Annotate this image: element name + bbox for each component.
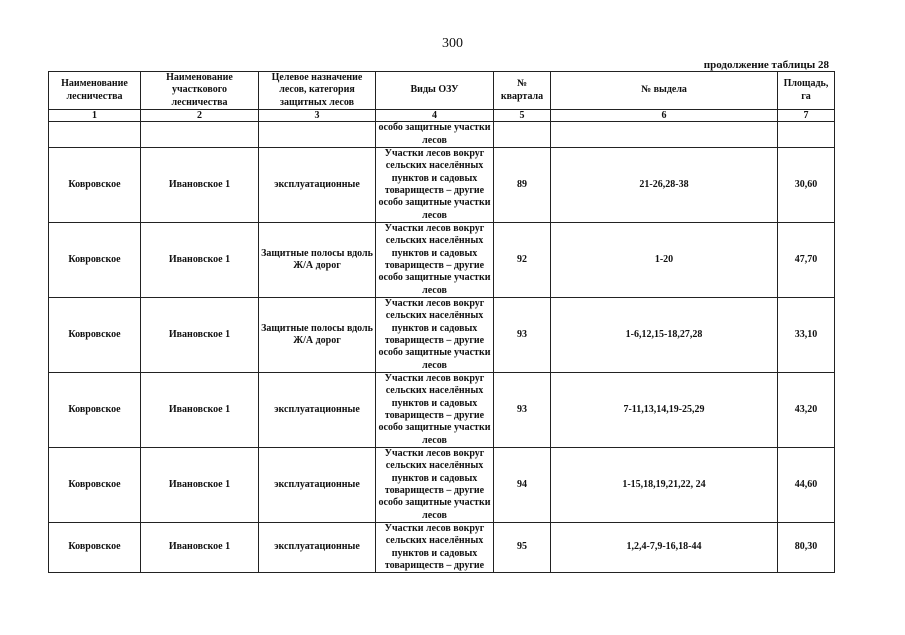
header-quarter: № квартала	[494, 72, 551, 110]
table-continuation-label: продолжение таблицы 28	[703, 59, 829, 71]
forest-table	[48, 71, 835, 573]
cell-area	[778, 122, 835, 148]
column-number: 3	[259, 110, 376, 122]
cell-area: 47,70	[778, 223, 835, 298]
cell-purpose: Защитные полосы вдоль Ж/А дорог	[259, 223, 376, 298]
cell-quarter: 92	[494, 223, 551, 298]
cell-plots: 21-26,28-38	[551, 148, 778, 223]
cell-ozu: особо защитные участки лесов	[376, 122, 494, 148]
table-row	[49, 523, 835, 573]
cell-quarter: 95	[494, 523, 551, 573]
cell-district: Ивановское 1	[141, 523, 259, 573]
header-ozu: Виды ОЗУ	[376, 72, 494, 110]
header-district: Наименование участкового лесничества	[141, 72, 259, 110]
cell-purpose: эксплуатационные	[259, 448, 376, 523]
cell-forestry: Ковровское	[49, 148, 141, 223]
cell-ozu: Участки лесов вокруг сельских населённых пунктов и садовых товариществ – другие особо защитные участки лесов	[376, 448, 494, 523]
cell-forestry: Ковровское	[49, 448, 141, 523]
column-number-row	[49, 110, 835, 122]
cell-forestry: Ковровское	[49, 223, 141, 298]
cell-forestry: Ковровское	[49, 373, 141, 448]
header-area: Площадь, га	[778, 72, 835, 110]
cell-forestry	[49, 122, 141, 148]
cell-area: 33,10	[778, 298, 835, 373]
cell-forestry: Ковровское	[49, 523, 141, 573]
cell-district: Ивановское 1	[141, 373, 259, 448]
cell-purpose: эксплуатационные	[259, 373, 376, 448]
column-number: 1	[49, 110, 141, 122]
cell-ozu: Участки лесов вокруг сельских населённых пунктов и садовых товариществ – другие особо защитные участки лесов	[376, 373, 494, 448]
cell-area: 80,30	[778, 523, 835, 573]
cell-purpose	[259, 122, 376, 148]
cell-area: 43,20	[778, 373, 835, 448]
header-row	[49, 72, 835, 110]
column-number: 7	[778, 110, 835, 122]
cell-quarter: 94	[494, 448, 551, 523]
cell-district: Ивановское 1	[141, 223, 259, 298]
table-row	[49, 122, 835, 148]
cell-district: Ивановское 1	[141, 298, 259, 373]
cell-ozu: Участки лесов вокруг сельских населённых пунктов и садовых товариществ – другие	[376, 523, 494, 573]
cell-ozu: Участки лесов вокруг сельских населённых пунктов и садовых товариществ – другие особо защитные участки лесов	[376, 148, 494, 223]
cell-area: 30,60	[778, 148, 835, 223]
cell-district: Ивановское 1	[141, 148, 259, 223]
header-purpose: Целевое назначение лесов, категория защитных лесов	[259, 72, 376, 110]
cell-forestry: Ковровское	[49, 298, 141, 373]
table-row	[49, 148, 835, 223]
header-plots: № выдела	[551, 72, 778, 110]
cell-area: 44,60	[778, 448, 835, 523]
cell-purpose: эксплуатационные	[259, 148, 376, 223]
cell-plots: 1-20	[551, 223, 778, 298]
table-row	[49, 223, 835, 298]
cell-quarter: 93	[494, 373, 551, 448]
cell-plots: 7-11,13,14,19-25,29	[551, 373, 778, 448]
cell-ozu: Участки лесов вокруг сельских населённых пунктов и садовых товариществ – другие особо защитные участки лесов	[376, 223, 494, 298]
cell-plots	[551, 122, 778, 148]
cell-plots: 1-15,18,19,21,22, 24	[551, 448, 778, 523]
cell-plots: 1,2,4-7,9-16,18-44	[551, 523, 778, 573]
column-number: 4	[376, 110, 494, 122]
column-number: 2	[141, 110, 259, 122]
cell-quarter: 93	[494, 298, 551, 373]
table-row	[49, 448, 835, 523]
cell-ozu: Участки лесов вокруг сельских населённых пунктов и садовых товариществ – другие особо защитные участки лесов	[376, 298, 494, 373]
page-number: 300	[442, 36, 463, 51]
cell-purpose: Защитные полосы вдоль Ж/А дорог	[259, 298, 376, 373]
column-number: 6	[551, 110, 778, 122]
cell-quarter	[494, 122, 551, 148]
cell-quarter: 89	[494, 148, 551, 223]
table-row	[49, 373, 835, 448]
header-forestry: Наименование лесничества	[49, 72, 141, 110]
column-number: 5	[494, 110, 551, 122]
cell-district	[141, 122, 259, 148]
cell-purpose: эксплуатационные	[259, 523, 376, 573]
table-row	[49, 298, 835, 373]
cell-district: Ивановское 1	[141, 448, 259, 523]
cell-plots: 1-6,12,15-18,27,28	[551, 298, 778, 373]
